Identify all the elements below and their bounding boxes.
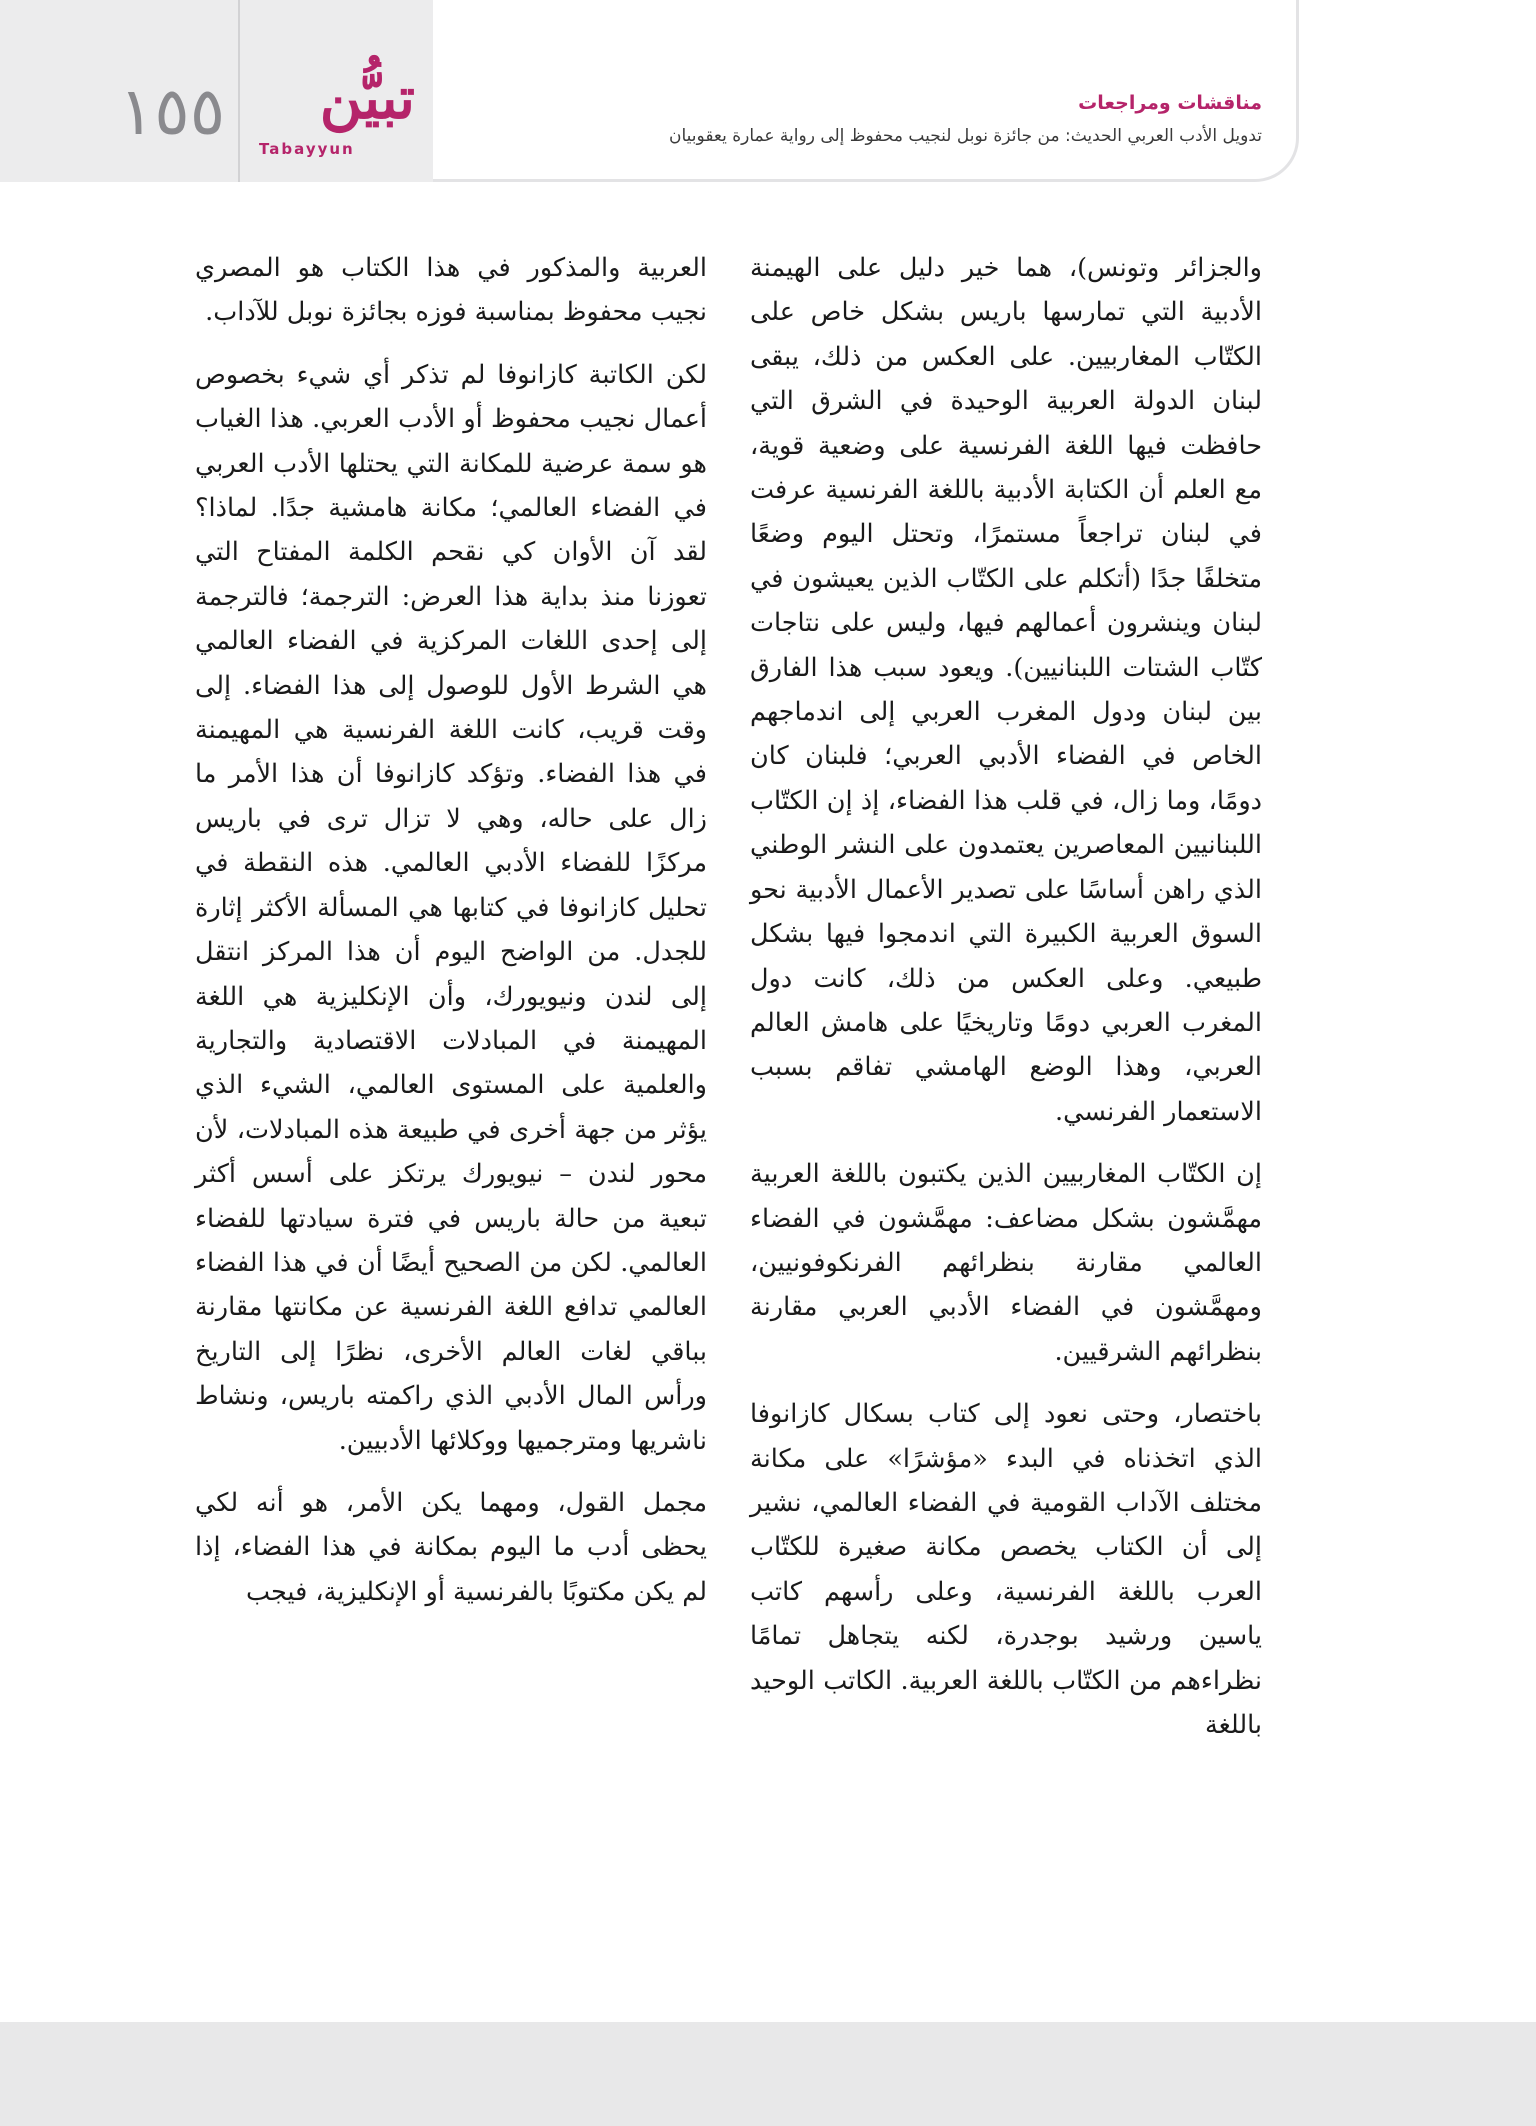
paragraph: مجمل القول، ومهما يكن الأمر، هو أنه لكي يحظى أدب ما اليوم بمكانة في هذا الفضاء، إذا لم يكن مكتوبًا بالفرنسية أو الإنكليزية، فيجب [195,1487,707,1607]
logo-arabic-text: تبيُّن [319,64,415,132]
paragraph: لكن الكاتبة كازانوفا لم تذكر أي شيء بخصوص أعمال نجيب محفوظ أو الأدب العربي. هذا الغياب هو سمة عرضية للمكانة التي يحتلها الأدب العربي في الفضاء العالمي؛ مكانة هامشية جدًا. لماذا؟ لقد آن الأوان كي نقحم الكلمة المفتاح التي تعوزنا منذ بداية هذا العرض: الترجمة؛ فالترجمة إلى إحدى اللغات المركزية في الفضاء العالمي هي الشرط الأول للوصول إلى هذا الفضاء. إلى وقت قريب، كانت اللغة الفرنسية هي المهيمنة في هذا الفضاء. وتؤكد كازانوفا أن هذا الأمر ما زال على حاله، وهي لا تزال ترى في باريس مركزًا للفضاء الأدبي العالمي. هذه النقطة في تحليل كازانوفا في كتابها هي المسألة الأكثر إثارة للجدل. من الواضح اليوم أن هذا المركز انتقل إلى لندن ونيويورك، وأن الإنكليزية هي اللغة المهيمنة في المبادلات الاقتصادية والتجارية والعلمية على المستوى العالمي، الشيء الذي يؤثر من جهة أخرى في طبيعة هذه المبادلات، لأن محور لندن – نيويورك يرتكز على أسس أكثر تبعية من حالة باريس في فترة سيادتها للفضاء العالمي. لكن من الصحيح أيضًا أن في هذا الفضاء العالمي تدافع اللغة الفرنسية عن مكانتها مقارنة بباقي لغات العالم الأخرى، نظرًا إلى التاريخ ورأس المال الأدبي الذي راكمته باريس، ونشاط ناشريها ومترجميها ووكلائها الأدبيين. [195,359,707,1456]
header-divider [238,0,240,182]
text-column-left [195,246,707,1632]
article-title: تدويل الأدب العربي الحديث: من جائزة نوبل لنجيب محفوظ إلى رواية عمارة يعقوبيان [669,126,1262,146]
journal-logo [255,60,415,160]
paragraph: إن الكتّاب المغاربيين الذين يكتبون باللغة العربية مهمَّشون بشكل مضاعف: مهمَّشون في الفضاء العالمي مقارنة بنظرائهم الفرنكوفونيين، ومهمَّشون في الفضاء الأدبي العربي مقارنة بنظرائهم الشرقيين. [750,1159,1262,1367]
header-frame [433,0,1299,182]
footer-band [0,2022,1536,2126]
section-title: مناقشات ومراجعات [1078,92,1262,114]
paragraph: والجزائر وتونس)، هما خير دليل على الهيمنة الأدبية التي تمارسها باريس بشكل خاص على الكتّاب المغاربيين. على العكس من ذلك، يبقى لبنان الدولة العربية الوحيدة في الشرق التي حافظت فيها اللغة الفرنسية على وضعية قوية، مع العلم أن الكتابة الأدبية باللغة الفرنسية عرفت في لبنان تراجعاً مستمرًا، وتحتل اليوم وضعًا متخلفًا جدًا (أتكلم على الكتّاب الذين يعيشون في لبنان وينشرون أعمالهم فيها، وليس على نتاجات كتّاب الشتات اللبنانيين). ويعود سبب هذا الفارق بين لبنان ودول المغرب العربي إلى اندماجهم الخاص في الفضاء الأدبي العربي؛ فلبنان كان دومًا، وما زال، في قلب هذا الفضاء، إذ إن الكتّاب اللبنانيين المعاصرين يعتمدون على النشر الوطني الذي راهن أساسًا على تصدير الأعمال الأدبية نحو السوق العربية الكبيرة التي اندمجوا فيها بشكل طبيعي. وعلى العكس من ذلك، كانت دول المغرب العربي دومًا وتاريخيًا على هامش العالم العربي، وهذا الوضع الهامشي تفاقم بسبب الاستعمار الفرنسي. [750,253,1262,1127]
page-number: ١٥٥ [118,73,226,150]
paragraph: باختصار، وحتى نعود إلى كتاب بسكال كازانوفا الذي اتخذناه في البدء «مؤشرًا» على مكانة مختلف الآداب القومية في الفضاء العالمي، نشير إلى أن الكتاب يخصص مكانة صغيرة للكتّاب العرب باللغة الفرنسية، وعلى رأسهم كاتب ياسين ورشيد بوجدرة، لكنه يتجاهل تمامًا نظراءهم من الكتّاب باللغة العربية. الكاتب الوحيد باللغة [750,1399,1262,1740]
text-column-right [750,246,1262,1765]
logo-latin-text: Tabayyun [259,140,355,158]
paragraph: العربية والمذكور في هذا الكتاب هو المصري نجيب محفوظ بمناسبة فوزه بجائزة نوبل للآداب. [195,253,707,328]
